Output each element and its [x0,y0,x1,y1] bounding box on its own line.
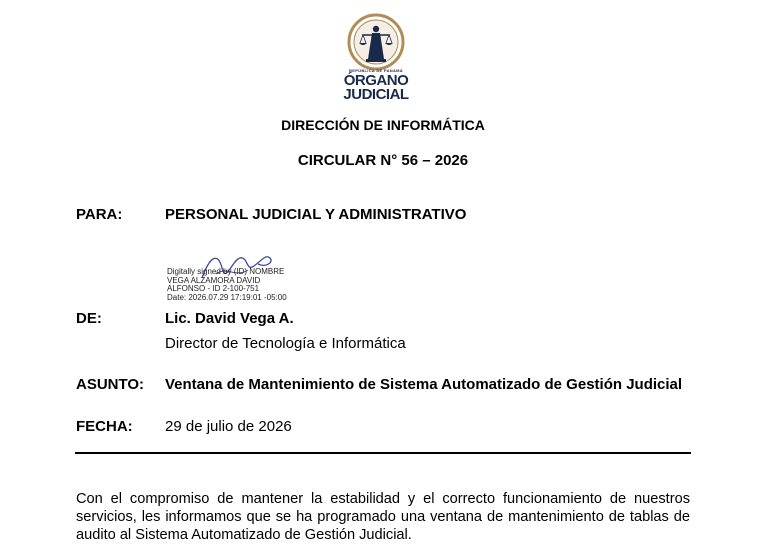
department-title: DIRECCIÓN DE INFORMÁTICA [281,117,485,133]
fecha-value: 29 de julio de 2026 [165,418,292,435]
body-paragraph: Con el compromiso de mantener la estabilidad y el correcto funcionamiento de nuestros servicios, les informamos que se ha programado una ventana de mantenimiento de tablas de audito al Sistema Automatizado de Gestión Judicial. [76,491,690,543]
de-label: DE: [76,310,102,327]
signature-line: Digitally signed by (ID) NOMBRE [167,267,285,276]
logo-line-organo: ÓRGANO [343,72,409,89]
logo-wordmark [330,74,422,102]
signature-line: Date: 2026.07.29 17:19:01 -05:00 [167,292,287,302]
divider-line [75,452,691,454]
de-name: Lic. David Vega A. [165,310,294,327]
lady-justice-scales-icon [336,12,416,72]
logo-republic-text: REPÚBLICA DE PANAMÁ [349,68,403,73]
logo-line-judicial: JUDICIAL [343,86,409,103]
signature-line: ALFONSO - ID 2-100-751 [167,284,260,294]
asunto-label: ASUNTO: [76,376,145,393]
asunto-value: Ventana de Mantenimiento de Sistema Automatizado de Gestión Judicial [165,376,683,393]
fecha-label: FECHA: [76,418,133,435]
signature-line: VEGA ALZAMORA DAVID [167,275,261,285]
para-label: PARA: [76,206,123,223]
digital-signature-block [167,268,287,302]
circular-number: CIRCULAR N° 56 – 2026 [297,152,469,169]
para-value: PERSONAL JUDICIAL Y ADMINISTRATIVO [165,206,467,223]
de-title: Director de Tecnología e Informática [165,335,406,352]
